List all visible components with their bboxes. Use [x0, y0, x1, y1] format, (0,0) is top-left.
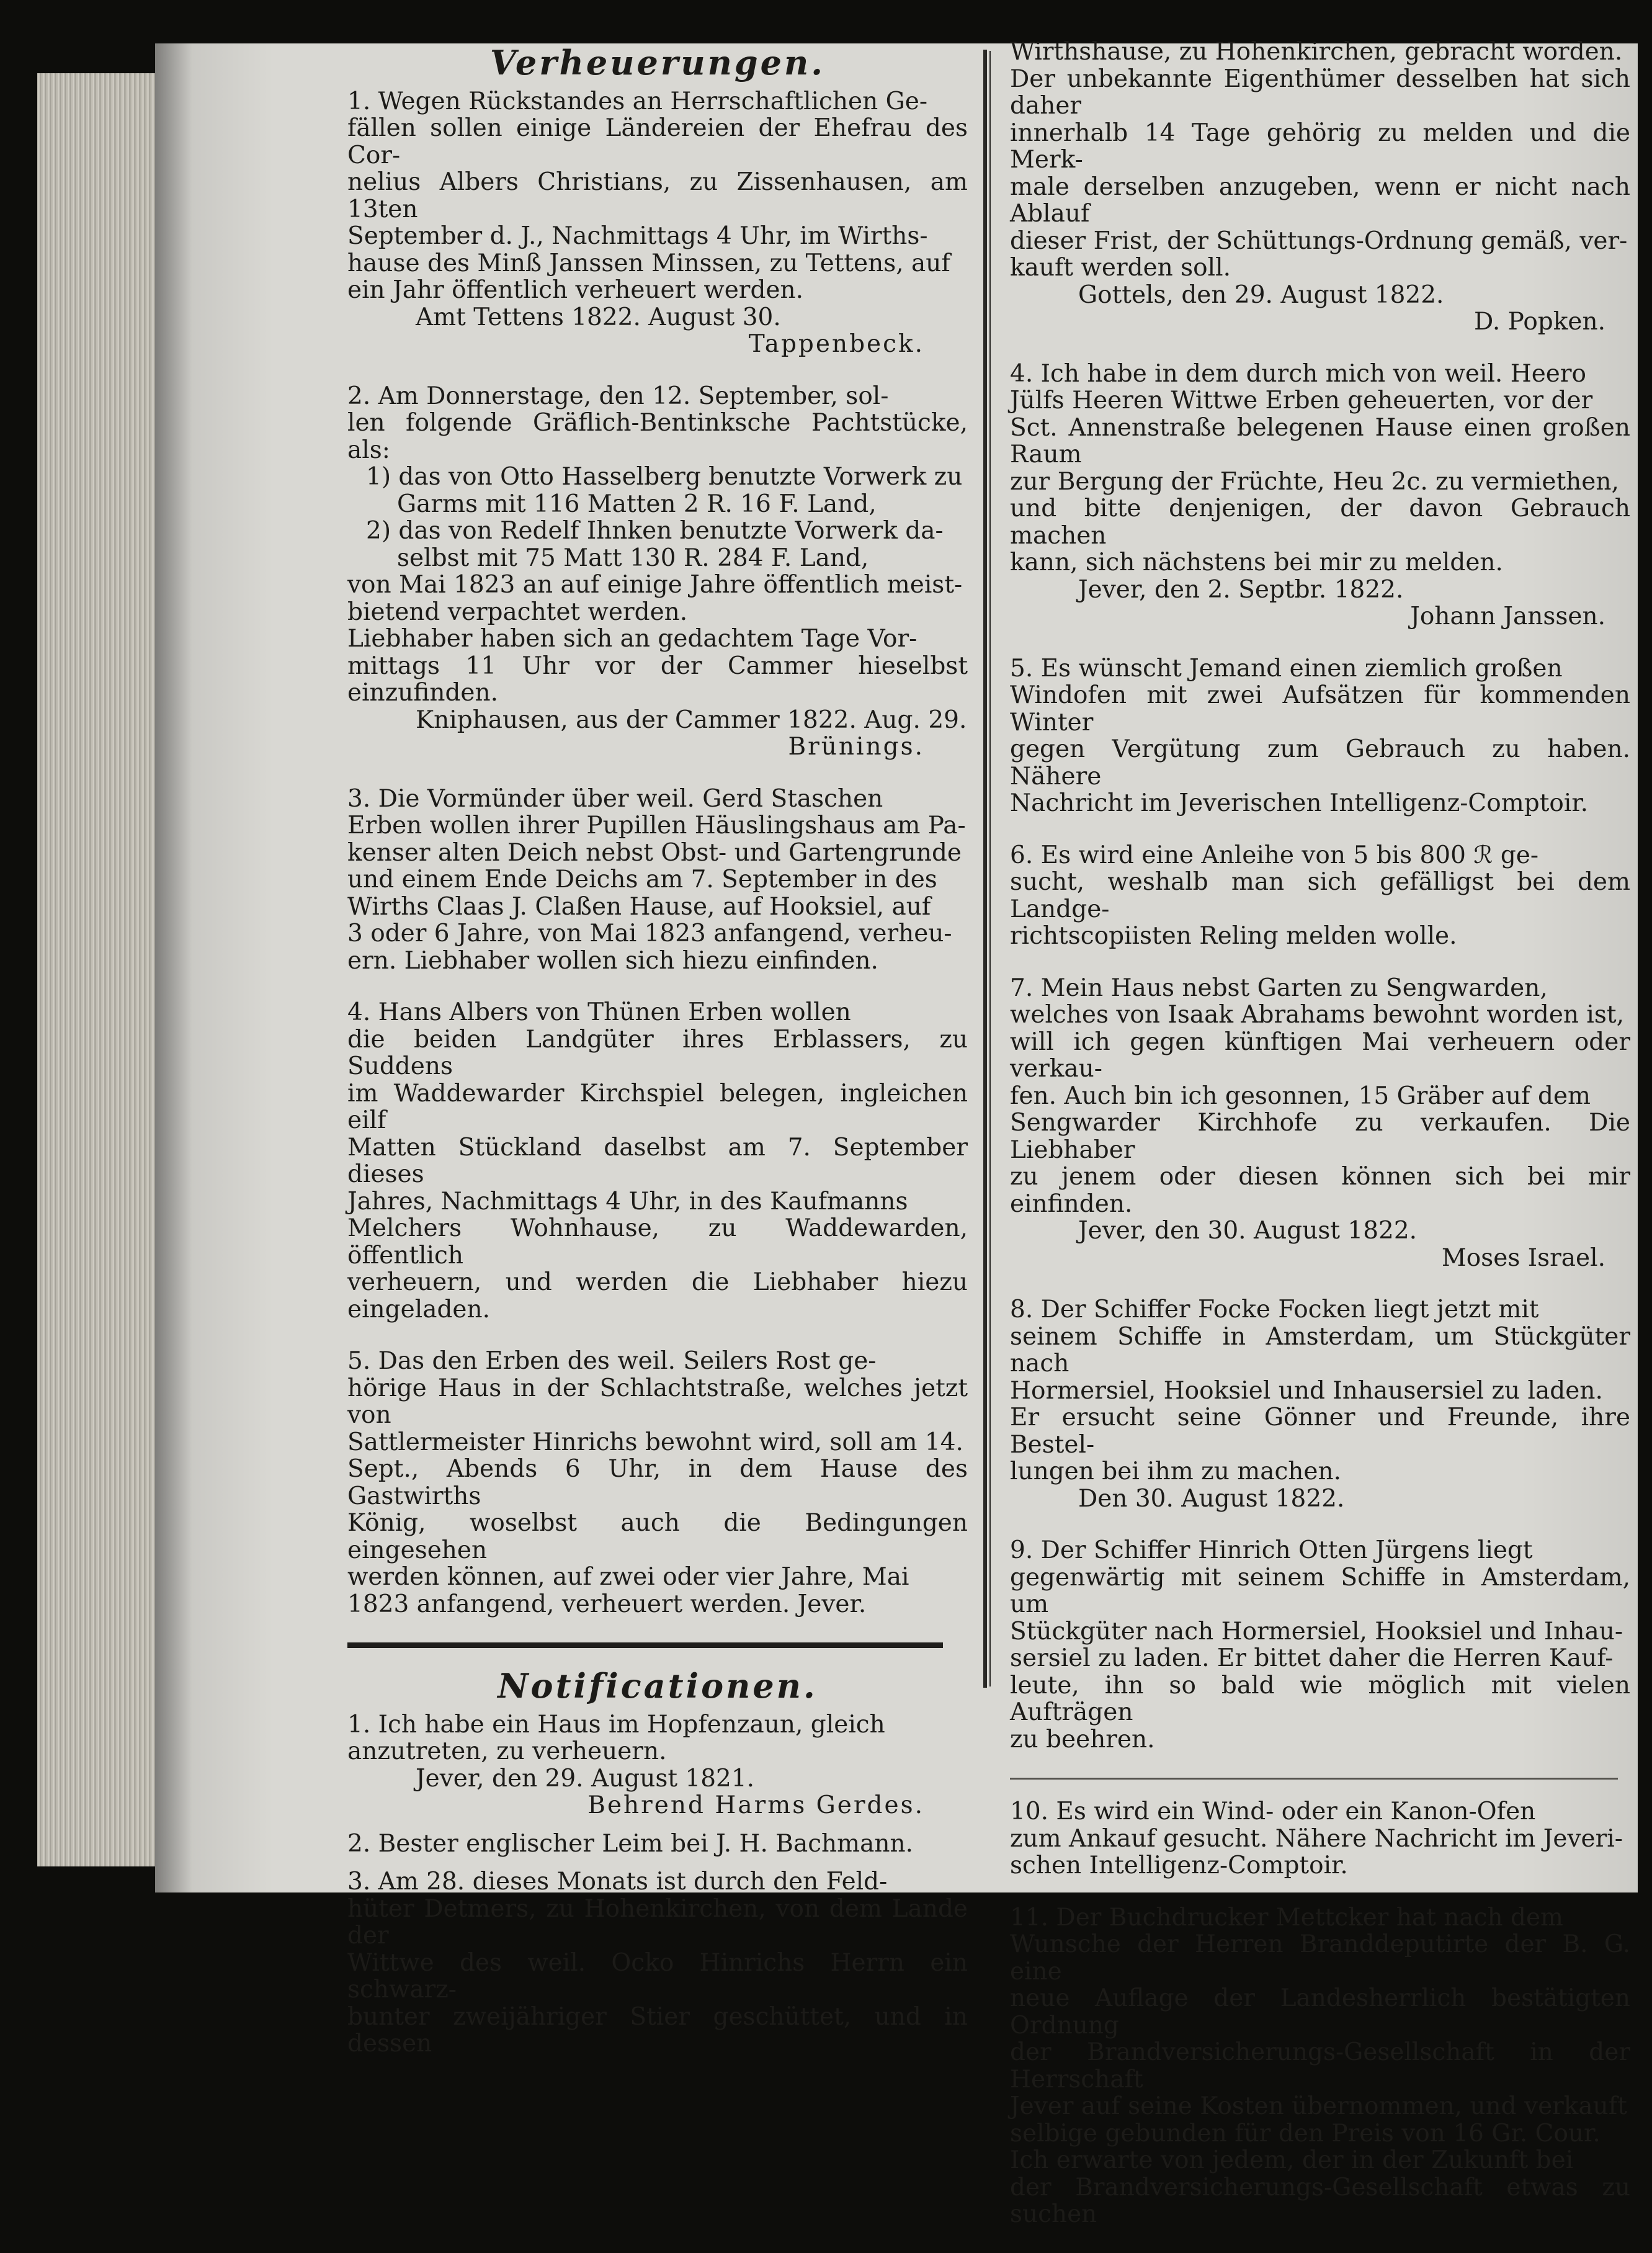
- text-line: 5. Es wünscht Jemand einen ziemlich großen: [1010, 654, 1563, 683]
- text-line: schen Intelligenz-Comptoir.: [1010, 1852, 1348, 1879]
- text-line: 2. Am Donnerstage, den 12. September, sol-: [347, 382, 889, 410]
- gutter-shadow: [155, 43, 192, 1892]
- section-heading-verheuerungen: Verheuerungen.: [489, 43, 826, 83]
- text-line: fen. Auch bin ich gesonnen, 15 Gräber auf dem: [1010, 1082, 1591, 1110]
- text-line: 1. Wegen Rückstandes an Herrschaftlichen Ge-: [347, 87, 928, 115]
- notice-entry: [347, 88, 968, 358]
- text-line: 1823 anfangend, verheuert werden. Jever.: [347, 1590, 867, 1618]
- text-line: Jahres, Nachmittags 4 Uhr, in des Kaufmanns: [347, 1187, 908, 1216]
- text-line: will ich gegen künftigen Mai verheuern oder verkau-: [1010, 1028, 1630, 1083]
- text-line: Sattlermeister Hinrichs bewohnt wird, soll am 14.: [347, 1428, 963, 1456]
- text-line: die beiden Landgüter ihres Erblassers, zu Suddens: [347, 1025, 968, 1080]
- text-line: hüter Detmers, zu Hohenkirchen, von dem Lande der: [347, 1894, 968, 1950]
- text-line: zu jenem oder diesen können sich bei mir einfinden.: [1010, 1163, 1630, 1218]
- text-line: gegen Vergütung zum Gebrauch zu haben. Nähere: [1010, 735, 1630, 791]
- notice-entry: [1010, 1798, 1630, 1879]
- text-line: 1. Ich habe ein Haus im Hopfenzaun, gleich: [347, 1710, 885, 1739]
- notice-entry: [1010, 655, 1630, 817]
- text-line: anzutreten, zu verheuern.: [347, 1737, 667, 1765]
- text-line: 3. Die Vormünder über weil. Gerd Staschen: [347, 784, 883, 813]
- signature: Moses Israel.: [1441, 1243, 1605, 1272]
- text-line: September d. J., Nachmittags 4 Uhr, im Wirths-: [347, 222, 928, 250]
- text-line: und einem Ende Deichs am 7. September in des: [347, 866, 937, 894]
- notice-entry: [1010, 842, 1630, 950]
- text-line: kenser alten Deich nebst Obst- und Gartengrunde: [347, 838, 962, 867]
- section-divider: [347, 1642, 943, 1648]
- text-line: 9. Der Schiffer Hinrich Otten Jürgens liegt: [1010, 1536, 1533, 1564]
- list-item: Garms mit 116 Matten 2 R. 16 F. Land,: [397, 490, 877, 518]
- notice-entry: [347, 1348, 968, 1618]
- notice-entry: [1010, 361, 1630, 630]
- text-line: neue Auflage der Landesherrlich bestätigten Ordnung: [1010, 1984, 1630, 2040]
- text-line: male derselben anzugeben, wenn er nicht nach Ablauf: [1010, 172, 1630, 228]
- text-line: mittags 11 Uhr vor der Cammer hieselbst einzufinden.: [347, 652, 968, 707]
- text-line: der Brandversicherungs-Gesellschaft in der Herrschaft: [1010, 2038, 1630, 2094]
- text-line: hörige Haus in der Schlachtstraße, welches jetzt von: [347, 1374, 968, 1429]
- text-line: 10. Es wird ein Wind- oder ein Kanon-Ofen: [1010, 1798, 1536, 1825]
- text-line: Jever auf seine Kosten übernommen, und verkauft: [1010, 2092, 1627, 2120]
- text-line: Stückgüter nach Hormersiel, Hooksiel und Inhau-: [1010, 1617, 1623, 1646]
- text-line: innerhalb 14 Tage gehörig zu melden und die Merk-: [1010, 119, 1630, 174]
- text-line: ein Jahr öffentlich verheuert werden.: [347, 276, 804, 304]
- text-line: 3. Am 28. dieses Monats ist durch den Feld-: [347, 1868, 888, 1896]
- text-line: werden können, auf zwei oder vier Jahre, Mai: [347, 1563, 909, 1591]
- signature: Tappenbeck.: [748, 330, 924, 358]
- text-line: Liebhaber haben sich an gedachtem Tage Vor-: [347, 625, 918, 653]
- text-line: leute, ihn so bald wie möglich mit vielen Aufträgen: [1010, 1671, 1630, 1726]
- notice-entry: [347, 383, 968, 761]
- text-line: seinem Schiffe in Amsterdam, um Stückgüter nach: [1010, 1322, 1630, 1377]
- text-line: bunter zweijähriger Stier geschüttet, und in dessen: [347, 2002, 968, 2058]
- place-date: Kniphausen, aus der Cammer 1822. Aug. 29.: [416, 705, 967, 734]
- text-line: König, woselbst auch die Bedingungen eingesehen: [347, 1509, 968, 1564]
- signature: Brünings.: [788, 733, 924, 761]
- text-line: gegenwärtig mit seinem Schiffe in Amsterdam, um: [1010, 1563, 1630, 1618]
- text-line: Erben wollen ihrer Pupillen Häuslingshaus am Pa-: [347, 812, 966, 840]
- notice-entry: [1010, 975, 1630, 1272]
- text-line: Melchers Wohnhause, zu Waddewarden, öffentlich: [347, 1214, 968, 1270]
- notice-entry: [347, 1868, 968, 2058]
- text-line: 5. Das den Erben des weil. Seilers Rost ge-: [347, 1347, 877, 1375]
- right-column: [1010, 38, 1630, 2253]
- text-line: zum Ankauf gesucht. Nähere Nachricht im Jeveri-: [1010, 1824, 1623, 1853]
- text-line: der Brandversicherungs-Gesellschaft etwas zu suchen: [1010, 2173, 1630, 2228]
- text-line: Windofen mit zwei Aufsätzen für kommenden Winter: [1010, 681, 1630, 737]
- text-line: verheuern, und werden die Liebhaber hiezu eingeladen.: [347, 1268, 968, 1324]
- left-column: [347, 43, 968, 2082]
- text-line: fällen sollen einige Ländereien der Ehefrau des Cor-: [347, 114, 968, 169]
- text-line: hause des Minß Janssen Minssen, zu Tettens, auf: [347, 249, 950, 277]
- place-date: Jever, den 30. August 1822.: [1078, 1217, 1418, 1245]
- text-line: 6. Es wird eine Anleihe von 5 bis 800 ℛ ge-: [1010, 841, 1539, 869]
- text-line: zur Bergung der Früchte, Heu 2c. zu vermiethen,: [1010, 467, 1619, 496]
- text-line: 8. Der Schiffer Focke Focken liegt jetzt mit: [1010, 1296, 1539, 1324]
- column-rule: [983, 50, 987, 1688]
- text-line: richtscopiisten Reling melden wolle.: [1010, 922, 1457, 950]
- notice-entry: [347, 786, 968, 975]
- text-line: kann, sich nächstens bei mir zu melden.: [1010, 549, 1503, 576]
- text-line: 11. Der Buchdrucker Mettcker hat nach dem: [1010, 1903, 1564, 1932]
- place-date: Amt Tettens 1822. August 30.: [416, 303, 781, 331]
- text-line: bietend verpachtet werden.: [347, 598, 688, 626]
- text-line: Nachricht im Jeverischen Intelligenz-Comptoir.: [1010, 789, 1589, 817]
- text-line: Sengwarder Kirchhofe zu verkaufen. Die Liebhaber: [1010, 1109, 1630, 1164]
- text-line: 7. Mein Haus nebst Garten zu Sengwarden,: [1010, 974, 1548, 1002]
- notice-entry: [1010, 1296, 1630, 1512]
- text-line: ern. Liebhaber wollen sich hiezu einfinden.: [347, 946, 878, 975]
- text-line: sucht, weshalb man sich gefälligst bei dem Landge-: [1010, 868, 1630, 923]
- signature: Behrend Harms Gerdes.: [587, 1791, 924, 1819]
- signature: D. Popken.: [1473, 308, 1605, 336]
- list-item: selbst mit 75 Matt 130 R. 284 F. Land,: [397, 544, 869, 572]
- text-line: len folgende Gräflich-Bentinksche Pachtstücke, als:: [347, 409, 968, 464]
- text-line: sersiel zu laden. Er bittet daher die Herren Kauf-: [1010, 1644, 1614, 1672]
- text-line: 3 oder 6 Jahre, von Mai 1823 anfangend, verheu-: [347, 920, 952, 947]
- text-line: im Waddewarder Kirchspiel belegen, ingleichen eilf: [347, 1079, 968, 1134]
- notice-entry: [1010, 38, 1630, 336]
- text-line: Hormersiel, Hooksiel und Inhausersiel zu laden.: [1010, 1376, 1603, 1405]
- book-page-edges: [37, 73, 167, 1866]
- signature: Johann Janssen.: [1410, 602, 1605, 630]
- notice-entry: [347, 999, 968, 1323]
- text-line: Sct. Annenstraße belegenen Hause einen großen Raum: [1010, 413, 1630, 468]
- text-line: und bitte denjenigen, der davon Gebrauch machen: [1010, 495, 1630, 550]
- text-line: kauft werden soll.: [1010, 254, 1231, 282]
- notice-entry: [1010, 1537, 1630, 1753]
- text-line: Wirths Claas J. Claßen Hause, auf Hooksiel, auf: [347, 892, 931, 921]
- text-line: 2. Bester englischer Leim bei J. H. Bachmann.: [347, 1829, 914, 1858]
- text-line: selbige gebunden für den Preis von 16 Gr. Cour.: [1010, 2119, 1601, 2148]
- text-line: Wunsche der Herren Branddeputirte der B. G. eine: [1010, 1930, 1630, 1986]
- place-date: Den 30. August 1822.: [1078, 1484, 1345, 1513]
- text-line: Wirthshause, zu Hohenkirchen, gebracht worden.: [1010, 38, 1623, 66]
- place-date: Jever, den 29. August 1821.: [416, 1764, 755, 1793]
- text-line: Sept., Abends 6 Uhr, in dem Hause des Gastwirths: [347, 1455, 968, 1510]
- text-line: Der unbekannte Eigenthümer desselben hat sich daher: [1010, 65, 1630, 120]
- text-line: Er ersucht seine Gönner und Freunde, ihre Bestel-: [1010, 1404, 1630, 1459]
- text-line: Matten Stückland daselbst am 7. September dieses: [347, 1133, 968, 1188]
- notice-entry: [1010, 1904, 1630, 2228]
- text-line: zu beehren.: [1010, 1725, 1155, 1754]
- notice-entry: [347, 1711, 968, 1819]
- text-line: 4. Hans Albers von Thünen Erben wollen: [347, 998, 851, 1026]
- section-heading-notificationen: Notificationen.: [498, 1666, 818, 1706]
- list-item: 1) das von Otto Hasselberg benutzte Vorwerk zu: [366, 463, 963, 491]
- notice-entry: [347, 1830, 968, 1858]
- list-item: 2) das von Redelf Ihnken benutzte Vorwerk da-: [366, 517, 944, 545]
- place-date: Gottels, den 29. August 1822.: [1078, 280, 1444, 309]
- text-line: Wittwe des weil. Ocko Hinrichs Herrn ein schwarz-: [347, 1948, 968, 2004]
- text-line: Ich erwarte von jedem, der in der Zukunft bei: [1010, 2146, 1574, 2174]
- text-line: 4. Ich habe in dem durch mich von weil. Heero: [1010, 359, 1587, 388]
- text-line: nelius Albers Christians, zu Zissenhausen, am 13ten: [347, 168, 968, 223]
- text-line: welches von Isaak Abrahams bewohnt worden ist,: [1010, 1001, 1624, 1029]
- text-line: lungen bei ihm zu machen.: [1010, 1458, 1342, 1485]
- text-line: Jülfs Heeren Wittwe Erben geheuerten, vor der: [1010, 387, 1593, 414]
- text-line: von Mai 1823 an auf einige Jahre öffentlich meist-: [347, 571, 963, 599]
- text-line: dieser Frist, der Schüttungs-Ordnung gemäß, ver-: [1010, 226, 1628, 255]
- section-divider: [1010, 1778, 1618, 1780]
- place-date: Jever, den 2. Septbr. 1822.: [1078, 575, 1404, 604]
